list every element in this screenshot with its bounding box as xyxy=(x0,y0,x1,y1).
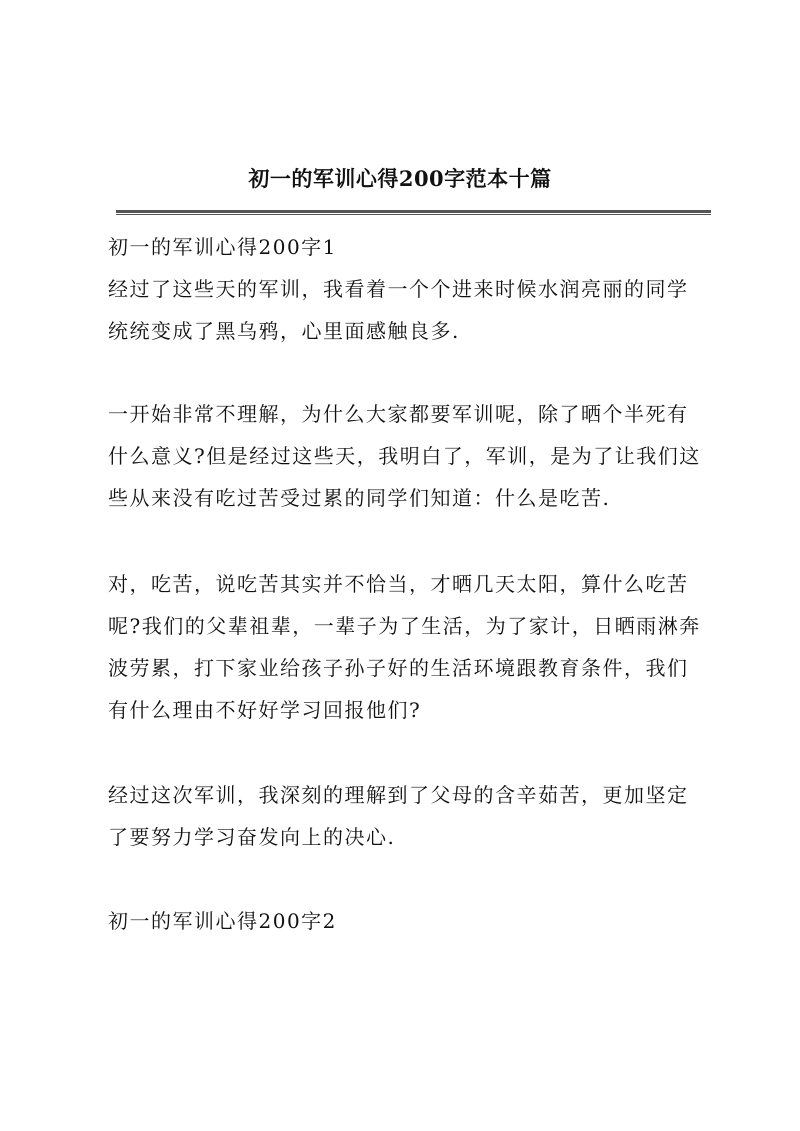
paragraph-2: 一开始非常不理解，为什么大家都要军训呢，除了晒个半死有什么意义?但是经过这些天，我明白了，军训，是为了让我们这些从来没有吃过苦受过累的同学们知道：什么是吃苦. xyxy=(108,402,701,510)
document-title: 初一的军训心得200字范本十篇 xyxy=(248,166,552,191)
title-rule xyxy=(116,210,711,213)
paragraph-4: 经过这次军训，我深刻的理解到了父母的含辛茹苦，更加坚定了要努力学习奋发向上的决心. xyxy=(108,783,689,849)
paragraph-1: 经过了这些天的军训，我看着一个个进来时候水润亮丽的同学统统变成了黑乌鸦，心里面感触良多. xyxy=(108,277,689,343)
paragraph-3: 对，吃苦，说吃苦其实并不恰当，才晒几天太阳，算什么吃苦呢?我们的父辈祖辈，一辈子为了生活，为了家计，日晒雨淋奔波劳累，打下家业给孩子孙子好的生活环境跟教育条件，我们有什么理由不好好学习回报他们? xyxy=(108,572,701,722)
section-2-heading: 初一的军训心得200字2 xyxy=(108,909,337,933)
section-1-heading: 初一的军训心得200字1 xyxy=(108,235,337,259)
title-rule-thin xyxy=(116,214,711,215)
